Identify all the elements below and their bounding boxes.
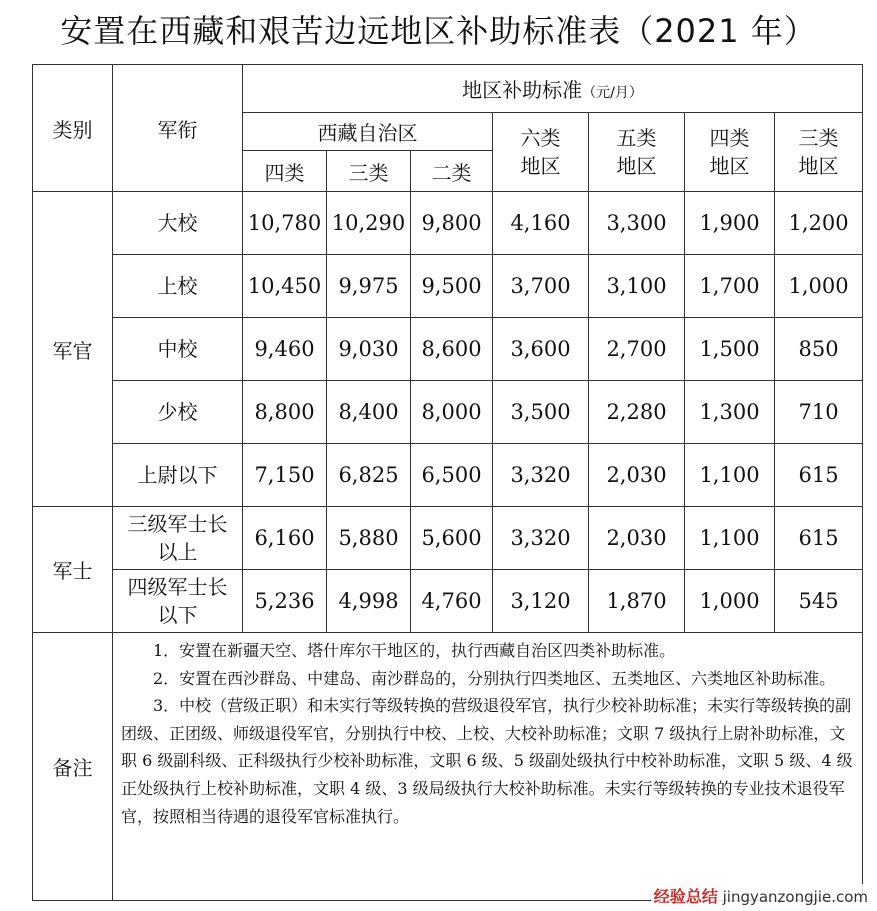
value-cell: 1,000	[775, 255, 863, 318]
value-cell: 9,460	[243, 318, 327, 381]
value-cell: 3,320	[493, 507, 589, 570]
table-row	[33, 444, 863, 507]
header-tibet-2: 二类	[411, 151, 493, 192]
value-cell: 2,030	[589, 507, 685, 570]
remark-item: 3．中校（营级正职）和未实行等级转换的营级退役军官，执行少校补助标准；未实行等级转换的副团级、正团级、师级退役军官，分别执行中校、上校、大校补助标准；文职 7 级执行上尉补助标准，文职 6 级副科级、正科级执行少校补助标准，文职 6 级、5 级副处级执行中校补助标准，文职 5 级、4 级正处级执行上校补助标准，文职 4 级、3 级局级执行大校补助标准。未实行等级转换的专业技术退役军官，按照相当待遇的退役军官标准执行。	[121, 696, 853, 826]
value-cell: 1,000	[685, 570, 775, 633]
header-region-6: 六类 地区	[493, 113, 589, 192]
rank-cell: 三级军士长 以上	[113, 507, 243, 570]
value-cell: 1,200	[775, 192, 863, 255]
value-cell: 3,700	[493, 255, 589, 318]
header-region-4: 四类 地区	[685, 113, 775, 192]
table-row	[33, 192, 863, 255]
rank-cell: 四级军士长 以下	[113, 570, 243, 633]
watermark-url: jingyanzongjie.com	[722, 888, 868, 906]
header-category: 类别	[33, 65, 113, 192]
watermark	[651, 884, 871, 907]
value-cell: 8,400	[327, 381, 411, 444]
watermark-brand-a: 经验	[653, 887, 686, 906]
table-row	[33, 570, 863, 633]
value-cell: 8,800	[243, 381, 327, 444]
value-cell: 1,870	[589, 570, 685, 633]
page-title: 安置在西藏和艰苦边远地区补助标准表（2021 年）	[60, 12, 817, 50]
unit-label: （元/月）	[582, 85, 643, 101]
value-cell: 9,500	[411, 255, 493, 318]
value-cell: 545	[775, 570, 863, 633]
value-cell: 3,100	[589, 255, 685, 318]
value-cell: 4,998	[327, 570, 411, 633]
value-cell: 3,300	[589, 192, 685, 255]
header-rank: 军衔	[113, 65, 243, 192]
value-cell: 5,236	[243, 570, 327, 633]
remark-item: 1．安置在新疆天空、塔什库尔干地区的，执行西藏自治区四类补助标准。	[153, 641, 676, 660]
subsidy-standard-label: 地区补助标准	[462, 78, 583, 102]
value-cell: 615	[775, 444, 863, 507]
watermark-brand-b: 总结	[685, 887, 718, 906]
rank-cell: 上校	[113, 255, 243, 318]
value-cell: 9,975	[327, 255, 411, 318]
value-cell: 9,030	[327, 318, 411, 381]
value-cell: 2,030	[589, 444, 685, 507]
header-tibet: 西藏自治区	[243, 113, 493, 151]
value-cell: 710	[775, 381, 863, 444]
header-row-1	[33, 65, 863, 113]
header-tibet-4: 四类	[243, 151, 327, 192]
value-cell: 850	[775, 318, 863, 381]
table-row	[33, 507, 863, 570]
value-cell: 615	[775, 507, 863, 570]
value-cell: 8,000	[411, 381, 493, 444]
value-cell: 8,600	[411, 318, 493, 381]
value-cell: 6,160	[243, 507, 327, 570]
table-row	[33, 255, 863, 318]
value-cell: 3,320	[493, 444, 589, 507]
value-cell: 3,600	[493, 318, 589, 381]
group-nco: 军士	[33, 507, 113, 633]
value-cell: 4,760	[411, 570, 493, 633]
rank-cell: 上尉以下	[113, 444, 243, 507]
value-cell: 10,780	[243, 192, 327, 255]
value-cell: 10,290	[327, 192, 411, 255]
value-cell: 1,300	[685, 381, 775, 444]
header-subsidy-standard	[243, 65, 863, 113]
value-cell: 1,100	[685, 444, 775, 507]
value-cell: 2,280	[589, 381, 685, 444]
value-cell: 1,500	[685, 318, 775, 381]
header-tibet-3: 三类	[327, 151, 411, 192]
group-officer: 军官	[33, 192, 113, 507]
value-cell: 5,880	[327, 507, 411, 570]
value-cell: 1,100	[685, 507, 775, 570]
table-row	[33, 381, 863, 444]
value-cell: 10,450	[243, 255, 327, 318]
value-cell: 1,900	[685, 192, 775, 255]
header-region-5: 五类 地区	[589, 113, 685, 192]
rank-cell: 中校	[113, 318, 243, 381]
rank-cell: 少校	[113, 381, 243, 444]
table-row	[33, 318, 863, 381]
value-cell: 5,600	[411, 507, 493, 570]
subsidy-table	[32, 64, 863, 901]
remarks-row	[33, 633, 863, 901]
value-cell: 9,800	[411, 192, 493, 255]
value-cell: 1,700	[685, 255, 775, 318]
value-cell: 6,825	[327, 444, 411, 507]
value-cell: 7,150	[243, 444, 327, 507]
value-cell: 3,120	[493, 570, 589, 633]
remarks-label: 备注	[33, 633, 113, 901]
table-body	[33, 65, 863, 901]
remark-item: 2．安置在西沙群岛、中建岛、南沙群岛的，分别执行四类地区、五类地区、六类地区补助标准。	[153, 668, 836, 688]
value-cell: 2,700	[589, 318, 685, 381]
header-region-3: 三类 地区	[775, 113, 863, 192]
rank-cell: 大校	[113, 192, 243, 255]
value-cell: 3,500	[493, 381, 589, 444]
remarks-content	[113, 633, 863, 901]
value-cell: 6,500	[411, 444, 493, 507]
value-cell: 4,160	[493, 192, 589, 255]
